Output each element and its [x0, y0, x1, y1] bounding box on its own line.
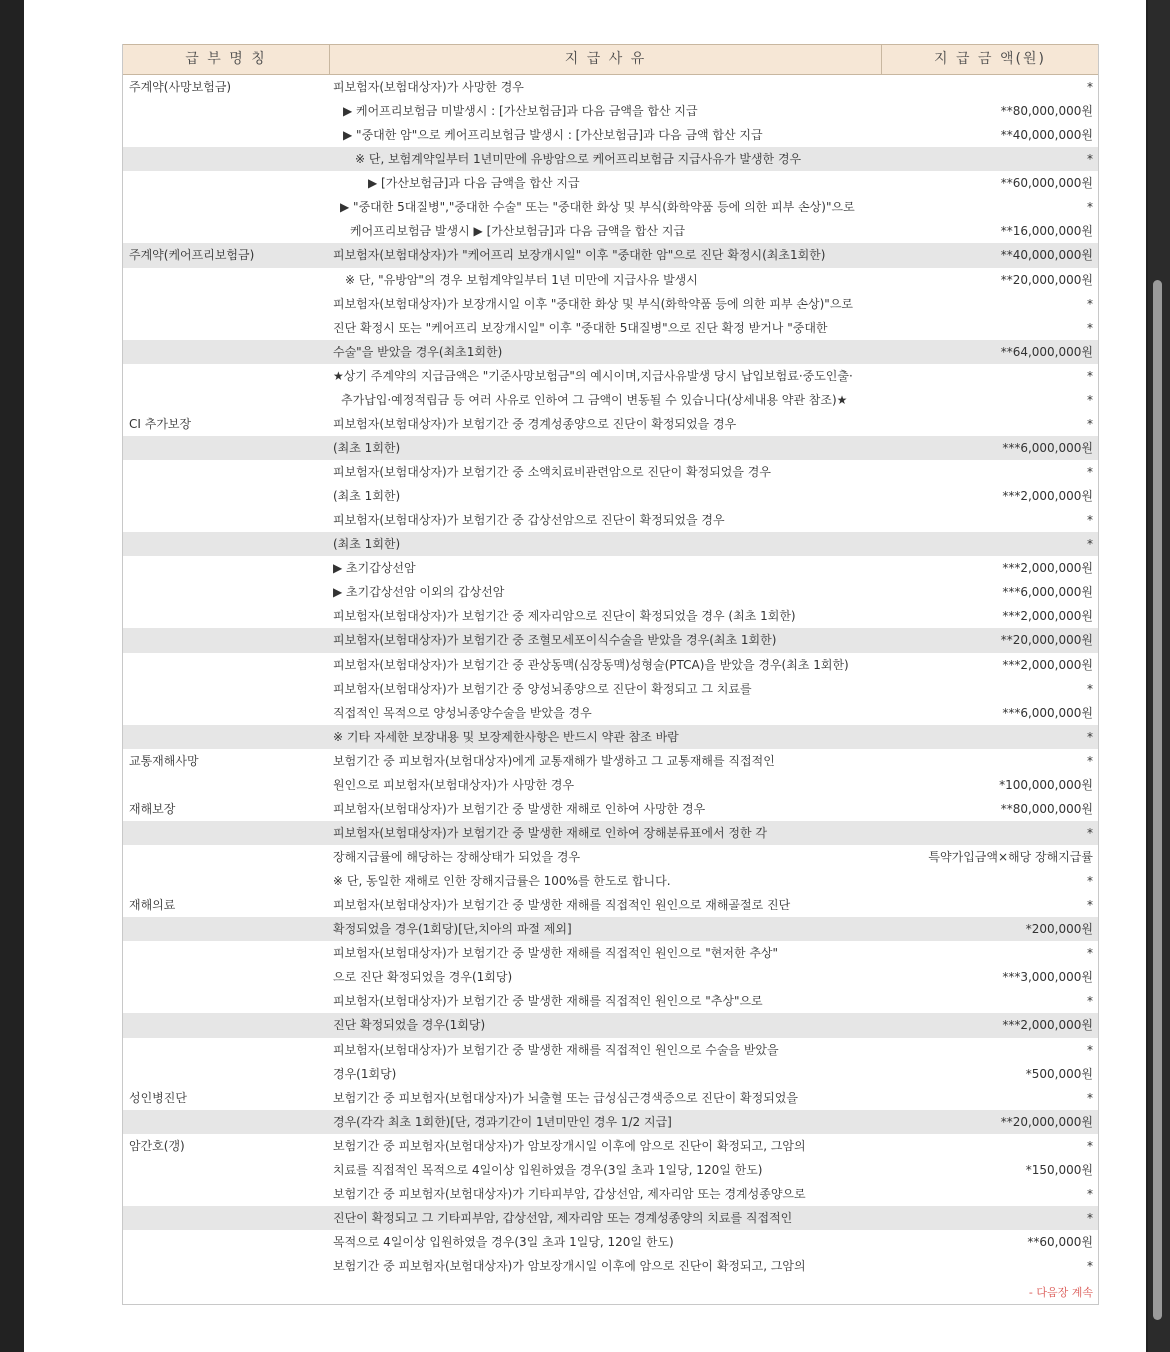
table-row: [123, 677, 1098, 701]
table-row: [123, 917, 1098, 941]
payment-reason-cell: ▶ 초기갑상선암 이외의 갑상선암: [333, 585, 505, 600]
table-row: [123, 1134, 1098, 1158]
table-row: [123, 965, 1098, 989]
payment-reason-cell: ▶ "중대한 5대질병","중대한 수술" 또는 "중대한 화상 및 부식(화학약품 등에 의한 피부 손상)"으로: [340, 200, 855, 215]
table-row: [123, 171, 1098, 195]
payment-amount-cell: 특약가입금액×해당 장해지급률: [928, 850, 1093, 864]
payment-amount-cell: *: [1087, 1138, 1093, 1153]
table-row: [123, 628, 1098, 652]
payment-amount-cell: *: [1087, 465, 1093, 479]
payment-amount-cell: ***6,000,000원: [1002, 585, 1093, 600]
continued-note: - 다음장 계속: [1028, 1286, 1093, 1299]
payment-reason-cell: (최초 1회한): [333, 537, 401, 552]
table-header: [123, 44, 1098, 75]
payment-reason-cell: 보험기간 중 피보험자(보험대상자)가 기타피부암, 갑상선암, 제자리암 또는 경계성종양으로: [333, 1186, 806, 1201]
table-row: [123, 484, 1098, 508]
table-row: [123, 869, 1098, 893]
payment-amount-cell: **64,000,000원: [1000, 344, 1093, 359]
payment-reason-cell: 피보험자(보험대상자)가 보험기간 중 소액치료비관련암으로 진단이 확정되었을 경우: [333, 465, 771, 479]
payment-reason-cell: ▶ 케어프리보험금 미발생시 : [가산보험금]과 다음 금액을 합산 지급: [343, 104, 698, 119]
payment-amount-cell: *: [1087, 392, 1093, 407]
table-row: [123, 243, 1098, 267]
table-row: [123, 941, 1098, 965]
table-row: [123, 316, 1098, 340]
payment-reason-cell: 피보험자(보험대상자)가 보험기간 중 발생한 재해로 인하여 사망한 경우: [333, 801, 706, 816]
table-row: [123, 701, 1098, 725]
payment-amount-cell: **80,000,000원: [1000, 801, 1093, 816]
payment-reason-cell: 피보험자(보험대상자)가 보험기간 중 조혈모세포이식수술을 받았을 경우(최초 1회한): [333, 633, 777, 648]
payment-reason-cell: 경우(1회당): [333, 1066, 397, 1081]
table-row: [123, 725, 1098, 749]
payment-reason-cell: 추가납입·예정적립금 등 여러 사유로 인하여 그 금액이 변동될 수 있습니다(상세내용 약관 참조)★: [341, 392, 848, 407]
table-row: [123, 1254, 1098, 1278]
benefit-name-cell: 암간호(갱): [129, 1138, 185, 1153]
payment-amount-cell: *: [1087, 681, 1093, 696]
payment-reason-cell: 피보험자(보험대상자)가 보장개시일 이후 "중대한 화상 및 부식(화학약품 등에 의한 피부 손상)"으로: [333, 296, 854, 311]
payment-reason-cell: ▶ [가산보험금]과 다음 금액을 합산 지급: [368, 176, 580, 191]
payment-amount-cell: *: [1087, 1259, 1093, 1274]
payment-amount-cell: *200,000원: [1025, 922, 1093, 937]
benefit-name-cell: 재해의료: [129, 898, 176, 913]
payment-reason-cell: 장해지급률에 해당하는 장해상태가 되었을 경우: [333, 850, 581, 864]
table-row: [123, 292, 1098, 316]
payment-reason-cell: 진단이 확정되고 그 기타피부암, 갑상선암, 제자리암 또는 경계성종양의 치료를 직접적인: [333, 1210, 793, 1225]
payment-amount-cell: *150,000원: [1025, 1162, 1093, 1177]
payment-reason-cell: 확정되었을 경우(1회당)[단,치아의 파절 제외]: [333, 922, 572, 937]
table-body: [123, 75, 1098, 1278]
payment-amount-cell: **20,000,000원: [1000, 1114, 1093, 1129]
payment-reason-cell: 피보험자(보험대상자)가 보험기간 중 발생한 재해로 인하여 장해분류표에서 정한 각: [333, 825, 768, 840]
payment-amount-cell: **20,000,000원: [1000, 272, 1093, 287]
payment-amount-cell: *: [1087, 537, 1093, 552]
payment-amount-cell: *: [1087, 80, 1093, 94]
payment-reason-cell: 경우(각각 최초 1회한)[단, 경과기간이 1년미만인 경우 1/2 지급]: [333, 1114, 672, 1129]
payment-reason-cell: 피보험자(보험대상자)가 보험기간 중 제자리암으로 진단이 확정되었을 경우 (최초 1회한): [333, 609, 796, 624]
payment-reason-cell: 보험기간 중 피보험자(보험대상자)가 암보장개시일 이후에 암으로 진단이 확정되고, 그암의: [333, 1138, 806, 1153]
payment-reason-cell: 치료를 직접적인 목적으로 4일이상 입원하였을 경우(3일 초과 1일당, 120일 한도): [333, 1162, 763, 1177]
payment-reason-cell: 보험기간 중 피보험자(보험대상자)가 뇌출혈 또는 급성심근경색증으로 진단이 확정되었을: [333, 1090, 798, 1105]
payment-reason-cell: ※ 단, 보험계약일부터 1년미만에 유방암으로 케어프리보험금 지급사유가 발생한 경우: [355, 152, 802, 167]
payment-reason-cell: 피보험자(보험대상자)가 보험기간 중 경계성종양으로 진단이 확정되었을 경우: [333, 416, 737, 431]
payment-reason-cell: 피보험자(보험대상자)가 보험기간 중 갑상선암으로 진단이 확정되었을 경우: [333, 513, 725, 528]
table-row: [123, 989, 1098, 1013]
benefits-table: [122, 44, 1099, 1305]
payment-amount-cell: *100,000,000원: [999, 777, 1093, 792]
payment-reason-cell: 피보험자(보험대상자)가 사망한 경우: [333, 80, 524, 94]
payment-amount-cell: *: [1087, 320, 1093, 335]
table-row: [123, 604, 1098, 628]
table-row: [123, 268, 1098, 292]
payment-reason-cell: 원인으로 피보험자(보험대상자)가 사망한 경우: [333, 777, 575, 792]
header-benefit-name: 급 부 명 칭: [123, 45, 330, 74]
payment-amount-cell: *: [1087, 1090, 1093, 1105]
table-row: [123, 147, 1098, 171]
payment-amount-cell: *: [1087, 753, 1093, 768]
payment-amount-cell: *: [1087, 994, 1093, 1009]
payment-reason-cell: 케어프리보험금 발생시 ▶ [가산보험금]과 다음 금액을 합산 지급: [350, 224, 686, 239]
table-row: [123, 1110, 1098, 1134]
table-row: [123, 412, 1098, 436]
payment-amount-cell: ***2,000,000원: [1002, 609, 1093, 624]
payment-reason-cell: ※ 단, "유방암"의 경우 보험계약일부터 1년 미만에 지급사유 발생시: [345, 272, 698, 287]
table-row: [123, 388, 1098, 412]
payment-amount-cell: ***2,000,000원: [1002, 1018, 1093, 1033]
payment-amount-cell: **40,000,000원: [1000, 128, 1093, 143]
table-row: [123, 773, 1098, 797]
table-row: [123, 749, 1098, 773]
payment-reason-cell: 목적으로 4일이상 입원하였을 경우(3일 초과 1일당, 120일 한도): [333, 1235, 674, 1249]
benefit-name-cell: 성인병진단: [129, 1090, 187, 1105]
payment-amount-cell: *: [1087, 152, 1093, 167]
payment-reason-cell: 피보험자(보험대상자)가 보험기간 중 발생한 재해를 직접적인 원인으로 수술을 받았을: [333, 1042, 779, 1057]
benefit-name-cell: 주계약(사망보험금): [129, 80, 232, 94]
table-row: [123, 1013, 1098, 1037]
benefit-name-cell: 교통재해사망: [129, 753, 199, 768]
table-row: [123, 219, 1098, 243]
table-row: [123, 99, 1098, 123]
payment-reason-cell: 피보험자(보험대상자)가 보험기간 중 관상동맥(심장동맥)성형술(PTCA)을 받았을 경우(최초 1회한): [333, 657, 849, 672]
payment-reason-cell: ▶ 초기갑상선암: [333, 561, 416, 576]
table-row: [123, 845, 1098, 869]
payment-amount-cell: **40,000,000원: [1000, 248, 1093, 263]
payment-amount-cell: *: [1087, 513, 1093, 528]
benefit-name-cell: CI 추가보장: [129, 416, 192, 431]
payment-amount-cell: *: [1087, 200, 1093, 215]
table-row: [123, 580, 1098, 604]
table-row: [123, 1230, 1098, 1254]
table-row: [123, 195, 1098, 219]
table-row: [123, 340, 1098, 364]
table-row: [123, 1062, 1098, 1086]
table-row: [123, 1038, 1098, 1062]
table-row: [123, 123, 1098, 147]
payment-amount-cell: ***3,000,000원: [1002, 970, 1093, 985]
payment-reason-cell: 보험기간 중 피보험자(보험대상자)가 암보장개시일 이후에 암으로 진단이 확정되고, 그암의: [333, 1259, 806, 1274]
payment-amount-cell: *: [1087, 1210, 1093, 1225]
payment-amount-cell: *: [1087, 296, 1093, 311]
payment-reason-cell: 진단 확정시 또는 "케어프리 보장개시일" 이후 "중대한 5대질병"으로 진단 확정 받거나 "중대한: [333, 320, 828, 335]
payment-amount-cell: ***2,000,000원: [1002, 561, 1093, 576]
payment-reason-cell: 진단 확정되었을 경우(1회당): [333, 1018, 486, 1033]
payment-amount-cell: *: [1087, 416, 1093, 431]
benefit-name-cell: 주계약(케어프리보험금): [129, 248, 255, 263]
payment-reason-cell: (최초 1회한): [333, 440, 401, 455]
payment-amount-cell: *: [1087, 1042, 1093, 1057]
payment-amount-cell: ***2,000,000원: [1002, 489, 1093, 504]
table-row: [123, 1182, 1098, 1206]
payment-amount-cell: ***6,000,000원: [1002, 440, 1093, 455]
header-payment-amount: 지 급 금 액(원): [934, 51, 1046, 67]
payment-reason-cell: ※ 단, 동일한 재해로 인한 장해지급률은 100%를 한도로 합니다.: [333, 874, 671, 889]
table-row: [123, 508, 1098, 532]
payment-reason-cell: 직접적인 목적으로 양성뇌종양수술을 받았을 경우: [333, 705, 592, 720]
document-page: [24, 0, 1146, 1352]
payment-reason-cell: (최초 1회한): [333, 489, 401, 504]
table-row: [123, 75, 1098, 99]
table-row: [123, 893, 1098, 917]
header-payment-reason: 지 급 사 유: [330, 45, 882, 74]
payment-reason-cell: 피보험자(보험대상자)가 보험기간 중 양성뇌종양으로 진단이 확정되고 그 치료를: [333, 681, 752, 696]
payment-amount-cell: *500,000원: [1025, 1066, 1093, 1081]
table-row: [123, 821, 1098, 845]
payment-amount-cell: **16,000,000원: [1000, 224, 1093, 239]
payment-reason-cell: ▶ "중대한 암"으로 케어프리보험금 발생시 : [가산보험금]과 다음 금액 합산 지급: [343, 128, 763, 143]
payment-amount-cell: *: [1087, 729, 1093, 744]
payment-reason-cell: ※ 기타 자세한 보장내용 및 보장제한사항은 반드시 약관 참조 바람: [333, 729, 679, 744]
table-row: [123, 797, 1098, 821]
payment-reason-cell: 수술"을 받았을 경우(최초1회한): [333, 344, 503, 359]
table-row: [123, 1158, 1098, 1182]
payment-amount-cell: *: [1087, 946, 1093, 961]
payment-reason-cell: ★상기 주계약의 지급금액은 "기준사망보험금"의 예시이며,지급사유발생 당시 납입보험료·중도인출·: [333, 368, 853, 383]
table-row: [123, 532, 1098, 556]
payment-reason-cell: 보험기간 중 피보험자(보험대상자)에게 교통재해가 발생하고 그 교통재해를 직접적인: [333, 753, 775, 768]
benefit-name-cell: 재해보장: [129, 801, 176, 816]
payment-amount-cell: ***2,000,000원: [1002, 657, 1093, 672]
table-row: [123, 1206, 1098, 1230]
table-row: [123, 1086, 1098, 1110]
payment-amount-cell: *: [1087, 874, 1093, 889]
payment-reason-cell: 피보험자(보험대상자)가 보험기간 중 발생한 재해를 직접적인 원인으로 재해골절로 진단: [333, 898, 791, 913]
payment-reason-cell: 으로 진단 확정되었을 경우(1회당): [333, 970, 513, 985]
scrollbar-thumb[interactable]: [1153, 280, 1162, 1320]
table-row: [123, 364, 1098, 388]
payment-amount-cell: *: [1087, 368, 1093, 383]
payment-amount-cell: **60,000,000원: [1000, 176, 1093, 191]
payment-amount-cell: **80,000,000원: [1000, 104, 1093, 119]
table-row: [123, 460, 1098, 484]
payment-reason-cell: 피보험자(보험대상자)가 "케어프리 보장개시일" 이후 "중대한 암"으로 진단 확정시(최초1회한): [333, 248, 826, 263]
table-row: [123, 556, 1098, 580]
payment-amount-cell: ***6,000,000원: [1002, 705, 1093, 720]
payment-amount-cell: **60,000원: [1027, 1235, 1093, 1249]
table-row: [123, 653, 1098, 677]
table-row: [123, 436, 1098, 460]
payment-reason-cell: 피보험자(보험대상자)가 보험기간 중 발생한 재해를 직접적인 원인으로 "현저한 추상": [333, 946, 779, 961]
payment-reason-cell: 피보험자(보험대상자)가 보험기간 중 발생한 재해를 직접적인 원인으로 "추상"으로: [333, 994, 763, 1009]
payment-amount-cell: **20,000,000원: [1000, 633, 1093, 648]
payment-amount-cell: *: [1087, 1186, 1093, 1201]
payment-amount-cell: *: [1087, 825, 1093, 840]
payment-amount-cell: *: [1087, 898, 1093, 913]
